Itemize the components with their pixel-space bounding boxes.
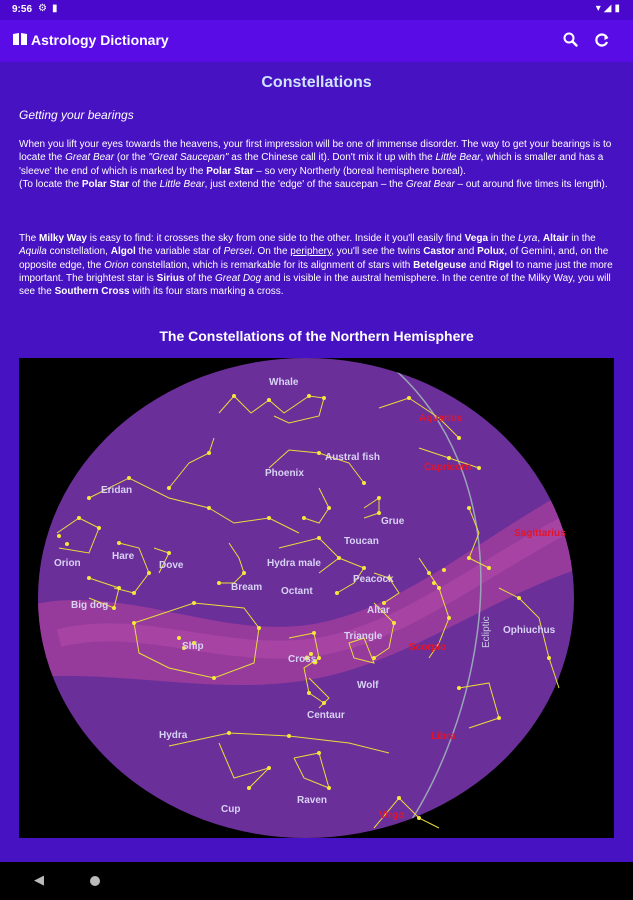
label-scorpio: Scorpio bbox=[409, 642, 447, 653]
status-bar bbox=[0, 0, 633, 20]
label-ecliptic: Ecliptic bbox=[481, 616, 492, 648]
label-dove: Dove bbox=[159, 560, 184, 571]
label-bream: Bream bbox=[231, 582, 263, 593]
map-title: The Constellations of the Northern Hemisphere bbox=[159, 328, 474, 344]
label-libra: Libra bbox=[431, 731, 456, 742]
page-heading: Constellations bbox=[261, 74, 372, 91]
label-cross: Cross bbox=[288, 654, 317, 665]
label-austral-fish: Austral fish bbox=[325, 452, 381, 463]
sd-card-status-icon: ▮ bbox=[52, 3, 58, 14]
label-ophiuchus: Ophiuchus bbox=[503, 625, 556, 636]
label-centaur: Centaur bbox=[307, 710, 345, 721]
back-nav-icon[interactable]: ◀ bbox=[34, 872, 44, 887]
constellation-map bbox=[19, 358, 614, 838]
label-big-dog: Big dog bbox=[71, 600, 109, 611]
sky-chart bbox=[19, 358, 614, 838]
app-title: Astrology Dictionary bbox=[31, 32, 169, 48]
label-altar: Altar bbox=[367, 605, 390, 616]
search-icon[interactable] bbox=[561, 30, 581, 50]
navigation-bar bbox=[0, 862, 633, 900]
refresh-icon[interactable] bbox=[592, 30, 612, 50]
book-icon bbox=[12, 32, 28, 46]
label-cup: Cup bbox=[221, 804, 241, 815]
paragraph-bearings: When you lift your eyes towards the heavens, your first impression will be one of immense disorder. The way to get your bearings is to locate the Great Bear (or the "Great Saucepan" as the Chinese call it). Don't mix it up with the Little Bear, which is smaller and has a 'sleeve' the end of which is marked by the Polar Star – so very Northerly (boreal hemisphere boreal). (To locate the Polar Star of the Little Bear, just extend the 'edge' of the saucepan – the Great Bear – out around five times its length). bbox=[19, 139, 612, 190]
paragraph-milky-way: The Milky Way is easy to find: it crosses the sky from one side to the other. Inside it you'll easily find Vega in the Lyra, Altair in the Aquila constellation, Algol the variable star of Persei. On the periphery, you'll see the twins Castor and Polux, of Gemini, and, on the opposite edge, the Orion constellation, which is remarkable for its alignment of stars with Betelgeuse and Rigel to name just the more important. The brightest star is Sirius of the Great Dog and is visible in the austral hemisphere. In the centre of the Milky Way, you will see the Southern Cross with its four stars marking a cross. bbox=[19, 233, 613, 298]
status-time: 9:56 bbox=[12, 4, 33, 15]
label-hydra: Hydra bbox=[159, 730, 188, 741]
label-sagittarius: Sagittarius bbox=[514, 528, 566, 539]
periphery-link[interactable]: periphery bbox=[290, 246, 332, 258]
label-wolf: Wolf bbox=[357, 680, 379, 691]
label-grue: Grue bbox=[381, 516, 405, 527]
label-virgo: Virgo bbox=[379, 810, 405, 821]
label-aquarius: Aquarius bbox=[419, 413, 463, 424]
section-subtitle: Getting your bearings bbox=[19, 108, 134, 122]
label-raven: Raven bbox=[297, 795, 328, 806]
label-phoenix: Phoenix bbox=[265, 468, 304, 479]
label-hare: Hare bbox=[112, 551, 135, 562]
label-triangle: Triangle bbox=[344, 631, 383, 642]
label-hydra-male: Hydra male bbox=[267, 558, 321, 569]
label-capricorn: Capricorn bbox=[424, 462, 472, 473]
label-octant: Octant bbox=[281, 586, 313, 597]
label-whale: Whale bbox=[269, 377, 299, 388]
home-nav-icon[interactable] bbox=[90, 876, 100, 886]
label-orion: Orion bbox=[54, 558, 81, 569]
label-peacock: Peacock bbox=[353, 574, 394, 585]
label-toucan: Toucan bbox=[344, 536, 379, 547]
signal-battery-icon: ▾◢▮ bbox=[595, 3, 623, 14]
settings-status-icon: ⚙ bbox=[38, 3, 47, 14]
label-ship: Ship bbox=[182, 641, 204, 652]
content-area bbox=[0, 62, 633, 862]
app-bar bbox=[0, 20, 633, 62]
label-eridan: Eridan bbox=[101, 485, 133, 496]
